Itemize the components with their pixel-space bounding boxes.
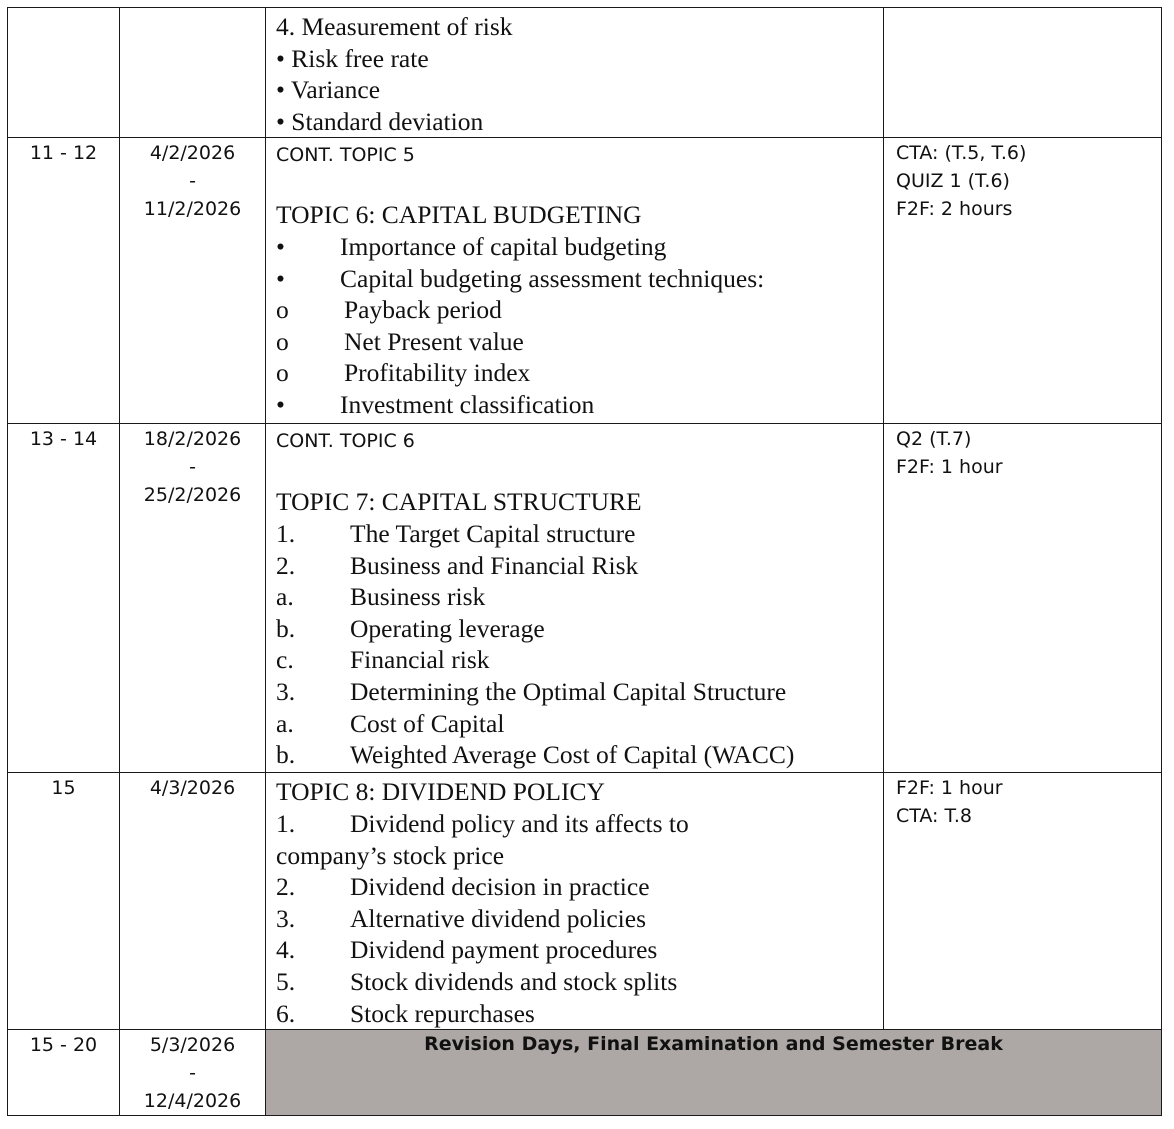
topic-cell: [266, 8, 884, 138]
date-cell: [120, 8, 266, 138]
list-marker: 4.: [276, 935, 296, 965]
topic-cell: [266, 138, 884, 424]
list-item: c. Financial risk: [276, 645, 490, 675]
date-cell: [120, 1030, 266, 1116]
topic-title: TOPIC 8: DIVIDEND POLICY: [276, 777, 605, 807]
list-item: • Capital budgeting assessment techniques:: [276, 263, 765, 293]
table-row: [8, 8, 1162, 138]
assessment-cell: [884, 773, 1162, 1030]
bullet-marker: •: [276, 231, 285, 261]
date-end: 12/4/2026: [143, 1090, 242, 1113]
list-item: 3. Alternative dividend policies: [276, 903, 647, 933]
date-cell: [120, 773, 266, 1030]
assessment-line: CTA: T.8: [896, 805, 972, 828]
list-item: 6. Stock repurchases: [276, 998, 535, 1028]
topic-line: • Risk free rate: [276, 43, 429, 73]
assessment-cell: [884, 424, 1162, 773]
assessment-line: F2F: 1 hour: [896, 456, 1003, 479]
list-marker: 1.: [276, 808, 296, 838]
table-row: [8, 773, 1162, 1030]
week-cell: 11 - 12: [8, 138, 120, 424]
list-marker: 3.: [276, 903, 296, 933]
week-cell: 15: [8, 773, 120, 1030]
date-separator: -: [189, 1062, 196, 1085]
list-item: • Importance of capital budgeting: [276, 231, 667, 261]
list-marker: 2.: [276, 872, 296, 902]
bullet-marker: o: [276, 295, 289, 325]
date-cell: [120, 138, 266, 424]
date-separator: -: [189, 170, 196, 193]
cont-topic-label: CONT. TOPIC 5: [276, 144, 415, 167]
assessment-line: F2F: 2 hours: [896, 198, 1013, 221]
list-item: o Net Present value: [276, 326, 524, 356]
semester-break-banner: [266, 1030, 1162, 1116]
list-marker: 6.: [276, 998, 296, 1028]
topic-line: • Standard deviation: [276, 106, 484, 136]
list-item: 5. Stock dividends and stock splits: [276, 966, 678, 996]
list-item: a. Cost of Capital: [276, 708, 505, 738]
date-separator: -: [189, 456, 196, 479]
date-start: 18/2/2026: [143, 428, 242, 451]
list-item: 3. Determining the Optimal Capital Structure: [276, 676, 787, 706]
bullet-marker: o: [276, 358, 289, 388]
assessment-cell: [884, 138, 1162, 424]
table-row: [8, 424, 1162, 773]
week-cell: 13 - 14: [8, 424, 120, 773]
list-marker: a.: [276, 582, 294, 612]
list-item: b. Operating leverage: [276, 613, 545, 643]
bullet-marker: •: [276, 389, 285, 419]
week-cell: [8, 8, 120, 138]
list-item-continuation: company’s stock price: [276, 840, 505, 870]
assessment-line: Q2 (T.7): [896, 428, 972, 451]
schedule-table: [7, 7, 1162, 1116]
list-marker: c.: [276, 645, 294, 675]
table-row: [8, 1030, 1162, 1116]
topic-line: • Variance: [276, 75, 381, 105]
date-end: 11/2/2026: [143, 198, 242, 221]
list-marker: a.: [276, 708, 294, 738]
list-item: 1. The Target Capital structure: [276, 518, 636, 548]
date-start: 5/3/2026: [149, 1034, 236, 1057]
list-marker: b.: [276, 740, 296, 770]
list-item: 2. Dividend decision in practice: [276, 872, 650, 902]
banner-text: Revision Days, Final Examination and Semester Break: [424, 1033, 1003, 1056]
table-row: [8, 138, 1162, 424]
date-cell: [120, 424, 266, 773]
bullet-marker: o: [276, 326, 289, 356]
list-item: b. Weighted Average Cost of Capital (WACC): [276, 740, 795, 770]
assessment-line: QUIZ 1 (T.6): [896, 170, 1010, 193]
topic-cell: [266, 773, 884, 1030]
list-marker: 3.: [276, 676, 296, 706]
topic-title: TOPIC 7: CAPITAL STRUCTURE: [276, 487, 642, 517]
week-cell: 15 - 20: [8, 1030, 120, 1116]
assessment-line: F2F: 1 hour: [896, 777, 1003, 800]
list-item: a. Business risk: [276, 582, 486, 612]
list-marker: 2.: [276, 550, 296, 580]
list-marker: 5.: [276, 966, 296, 996]
assessment-cell: [884, 8, 1162, 138]
bullet-marker: •: [276, 263, 285, 293]
list-marker: 1.: [276, 518, 296, 548]
date-start: 4/3/2026: [149, 777, 236, 800]
list-item: o Payback period: [276, 295, 502, 325]
list-item: • Investment classification: [276, 389, 595, 419]
assessment-line: CTA: (T.5, T.6): [896, 142, 1027, 165]
topic-cell: [266, 424, 884, 773]
date-start: 4/2/2026: [149, 142, 236, 165]
list-item: 1. Dividend policy and its affects to: [276, 808, 689, 838]
topic-line: 4. Measurement of risk: [276, 12, 513, 41]
list-item: o Profitability index: [276, 358, 531, 388]
list-marker: b.: [276, 613, 296, 643]
list-item: 2. Business and Financial Risk: [276, 550, 639, 580]
list-item: 4. Dividend payment procedures: [276, 935, 658, 965]
topic-title: TOPIC 6: CAPITAL BUDGETING: [276, 200, 642, 230]
date-end: 25/2/2026: [143, 484, 242, 507]
cont-topic-label: CONT. TOPIC 6: [276, 430, 415, 453]
